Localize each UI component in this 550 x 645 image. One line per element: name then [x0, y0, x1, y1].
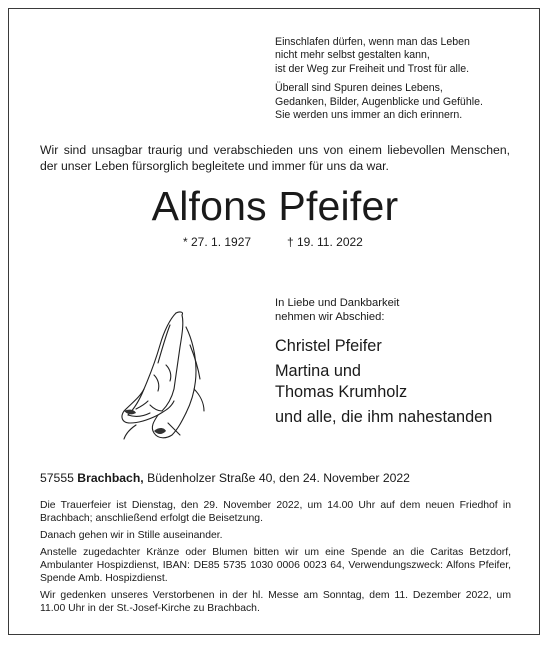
mourners-list [275, 336, 492, 428]
details-paragraph: Die Trauerfeier ist Dienstag, den 29. November 2022, um 14.00 Uhr auf dem neuen Friedhof in Brachbach; anschließend erfolgt die Beisetzung. [40, 500, 511, 525]
intro-text [40, 142, 510, 174]
death-date: † 19. 11. 2022 [287, 235, 363, 249]
poem-line: nicht mehr selbst gestalten kann, [275, 49, 430, 62]
praying-hands-icon [110, 305, 220, 445]
intro-line: Wir sind unsagbar traurig und verabschieden uns von einem liebevollen Menschen, [40, 143, 510, 157]
poem-line: Überall sind Spuren deines Lebens, [275, 82, 443, 95]
farewell-text [275, 296, 399, 324]
intro-line: der unser Leben fürsorglich begleitete und immer für uns da war. [40, 159, 389, 173]
details-paragraph: Wir gedenken unseres Verstorbenen in der hl. Messe am Sonntag, dem 11. Dezember 2022, um 11.00 Uhr in der St.-Josef-Kirche zu Brachbach. [40, 589, 511, 614]
town: Brachbach, [77, 471, 144, 485]
farewell-line: nehmen wir Abschied: [275, 311, 385, 324]
mourner: und alle, die ihm nahestanden [275, 408, 493, 426]
details-text [40, 499, 511, 619]
postcode: 57555 [40, 471, 74, 485]
birth-date: * 27. 1. 1927 [183, 235, 252, 249]
place-and-date [40, 470, 410, 486]
mourner: Christel Pfeifer [275, 337, 382, 355]
farewell-line: In Liebe und Dankbarkeit [275, 297, 400, 309]
poem-line: Sie werden uns immer an dich erinnern. [275, 109, 463, 122]
address-date: Büdenholzer Straße 40, den 24. November 2022 [147, 471, 410, 485]
poem-line: Einschlafen dürfen, wenn man das Leben [275, 36, 470, 48]
details-paragraph: Danach gehen wir in Stille auseinander. [40, 529, 223, 541]
poem [275, 36, 483, 122]
mourner: Martina und [275, 362, 361, 380]
poem-line: Gedanken, Bilder, Augenblicke und Gefühle. [275, 95, 483, 108]
details-paragraph: Anstelle zugedachter Kränze oder Blumen bitten wir um eine Spende an die Caritas Betzdorf, Ambulanter Hospizdienst, IBAN: DE85 5735 1030 0006 0023 64, Verwendungszweck: Alfons Pfeifer, Spende Amb. Hospizdienst. [40, 546, 511, 585]
poem-line: ist der Weg zur Freiheit und Trost für alle. [275, 62, 470, 75]
mourner: Thomas Krumholz [275, 383, 408, 401]
deceased-name: Alfons Pfeifer [151, 183, 399, 229]
